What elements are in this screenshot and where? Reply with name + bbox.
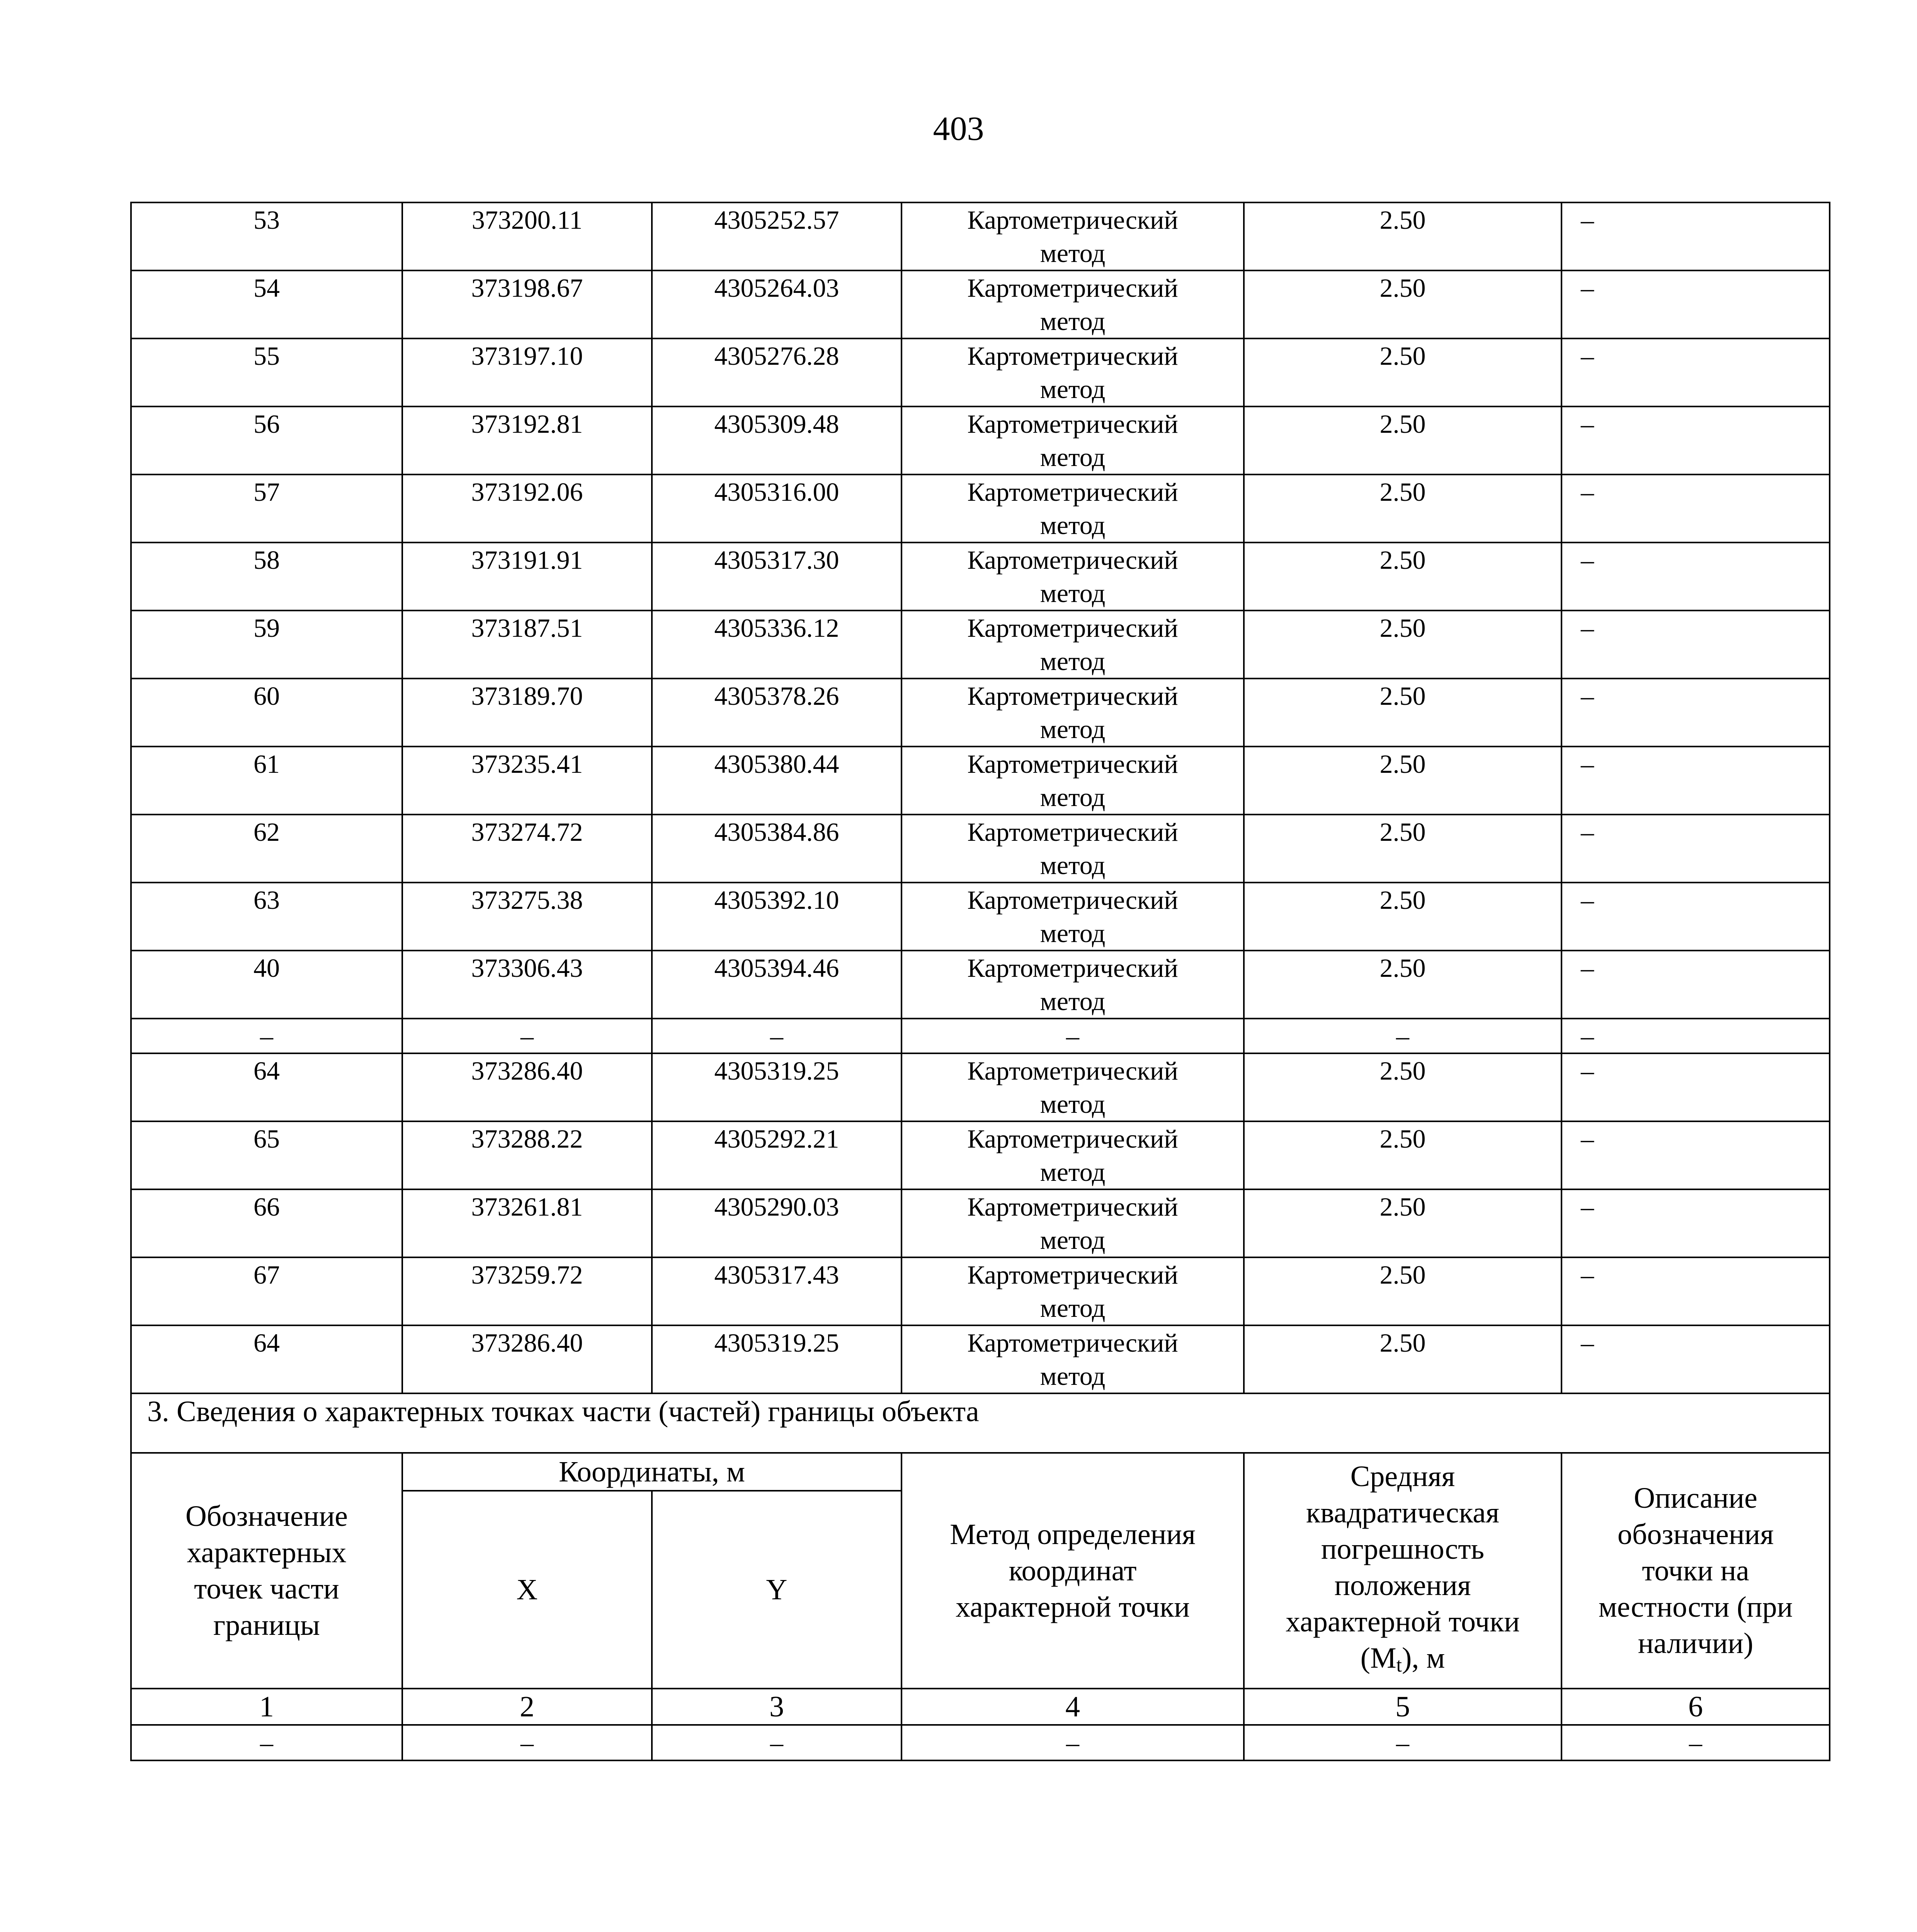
method-line-2: метод: [1040, 1157, 1106, 1187]
x-cell: 373198.67: [402, 270, 652, 338]
x-cell: 373306.43: [402, 951, 652, 1019]
empty-cell: –: [1244, 1725, 1561, 1760]
table-row: [131, 1053, 1830, 1121]
point-cell: 60: [131, 679, 402, 747]
point-cell: 53: [131, 202, 402, 270]
section-3: [131, 1393, 1830, 1760]
point-cell: 54: [131, 270, 402, 338]
description-cell: –: [1561, 747, 1830, 815]
method-line-2: метод: [1040, 1089, 1106, 1119]
point-cell: –: [131, 1019, 402, 1053]
x-cell: 373235.41: [402, 747, 652, 815]
method-line-2: метод: [1040, 238, 1106, 268]
description-cell: –: [1561, 1325, 1830, 1393]
method-line-2: метод: [1040, 782, 1106, 812]
empty-cell: –: [1561, 1725, 1830, 1760]
x-cell: 373274.72: [402, 815, 652, 883]
header-x: X: [402, 1491, 652, 1689]
y-cell: 4305290.03: [652, 1189, 902, 1257]
y-cell: 4305309.48: [652, 406, 902, 474]
x-cell: 373200.11: [402, 202, 652, 270]
y-cell: 4305394.46: [652, 951, 902, 1019]
x-cell: 373288.22: [402, 1121, 652, 1189]
method-line-2: метод: [1040, 306, 1106, 336]
page-number: 403: [933, 110, 984, 148]
point-cell: 57: [131, 474, 402, 543]
x-cell: 373197.10: [402, 338, 652, 406]
method-line-1: Картометрический: [967, 1260, 1178, 1289]
point-cell: 61: [131, 747, 402, 815]
table-row: [131, 1121, 1830, 1189]
description-cell: –: [1561, 202, 1830, 270]
x-cell: 373187.51: [402, 611, 652, 679]
point-cell: 67: [131, 1257, 402, 1325]
method-line-2: метод: [1040, 374, 1106, 404]
y-cell: 4305380.44: [652, 747, 902, 815]
method-line-1: Картометрический: [967, 1056, 1178, 1085]
table-row: [131, 1325, 1830, 1393]
section-3-empty-row: [131, 1725, 1830, 1760]
method-cell: [902, 1189, 1244, 1257]
table-row: [131, 611, 1830, 679]
method-line-1: Картометрический: [967, 1192, 1178, 1221]
method-line-2: метод: [1040, 510, 1106, 540]
description-cell: –: [1561, 883, 1830, 951]
point-cell: 66: [131, 1189, 402, 1257]
column-number: 5: [1244, 1689, 1561, 1725]
method-cell: [902, 270, 1244, 338]
method-line-2: метод: [1040, 986, 1106, 1016]
table-row: [131, 338, 1830, 406]
y-cell: 4305378.26: [652, 679, 902, 747]
error-cell: 2.50: [1244, 679, 1561, 747]
x-cell: 373189.70: [402, 679, 652, 747]
header-description: Описание обозначения точки на местности (при наличии): [1561, 1453, 1830, 1689]
table-row: [131, 815, 1830, 883]
error-cell: 2.50: [1244, 1189, 1561, 1257]
column-number: 6: [1561, 1689, 1830, 1725]
section-3-header-row: [131, 1453, 1830, 1491]
point-cell: 64: [131, 1053, 402, 1121]
table-row: [131, 1189, 1830, 1257]
y-cell: 4305252.57: [652, 202, 902, 270]
table-row: [131, 1257, 1830, 1325]
method-line-1: Картометрический: [967, 681, 1178, 711]
x-cell: –: [402, 1019, 652, 1053]
method-line-2: метод: [1040, 646, 1106, 676]
points-table-body: [131, 202, 1830, 1393]
description-cell: –: [1561, 1121, 1830, 1189]
method-cell: [902, 1257, 1244, 1325]
method-line-2: метод: [1040, 714, 1106, 744]
table-row: [131, 747, 1830, 815]
method-line-1: Картометрический: [967, 205, 1178, 235]
empty-cell: –: [902, 1725, 1244, 1760]
method-line-1: Картометрический: [967, 749, 1178, 779]
header-coordinates: Координаты, м: [402, 1453, 902, 1491]
description-cell: –: [1561, 679, 1830, 747]
y-cell: 4305316.00: [652, 474, 902, 543]
header-method: Метод определения координат характерной точки: [902, 1453, 1244, 1689]
method-line-1: Картометрический: [967, 477, 1178, 507]
method-line-2: метод: [1040, 578, 1106, 608]
description-cell: –: [1561, 951, 1830, 1019]
description-cell: –: [1561, 1053, 1830, 1121]
header-error-symbol: $(M_t)$, м: [1360, 1641, 1445, 1676]
error-cell: 2.50: [1244, 815, 1561, 883]
y-cell: 4305317.43: [652, 1257, 902, 1325]
x-cell: 373275.38: [402, 883, 652, 951]
method-line-2: метод: [1040, 1225, 1106, 1255]
point-cell: 59: [131, 611, 402, 679]
method-cell: [902, 747, 1244, 815]
error-cell: 2.50: [1244, 1325, 1561, 1393]
error-cell: 2.50: [1244, 747, 1561, 815]
x-cell: 373286.40: [402, 1053, 652, 1121]
y-cell: 4305319.25: [652, 1053, 902, 1121]
y-cell: 4305336.12: [652, 611, 902, 679]
point-cell: 56: [131, 406, 402, 474]
x-cell: 373286.40: [402, 1325, 652, 1393]
error-cell: –: [1244, 1019, 1561, 1053]
empty-cell: –: [652, 1725, 902, 1760]
method-line-2: метод: [1040, 1361, 1106, 1391]
method-line-1: Картометрический: [967, 1124, 1178, 1153]
error-cell: 2.50: [1244, 406, 1561, 474]
y-cell: 4305276.28: [652, 338, 902, 406]
method-line-2: метод: [1040, 442, 1106, 472]
method-line-1: Картометрический: [967, 341, 1178, 371]
error-cell: 2.50: [1244, 611, 1561, 679]
error-cell: 2.50: [1244, 270, 1561, 338]
description-cell: –: [1561, 474, 1830, 543]
method-line-2: метод: [1040, 850, 1106, 880]
y-cell: 4305317.30: [652, 543, 902, 611]
y-cell: –: [652, 1019, 902, 1053]
method-cell: [902, 679, 1244, 747]
description-cell: –: [1561, 270, 1830, 338]
section-3-title-row: [131, 1393, 1830, 1453]
method-line-1: –: [1066, 1021, 1079, 1051]
table-row: [131, 474, 1830, 543]
method-cell: [902, 406, 1244, 474]
description-cell: –: [1561, 406, 1830, 474]
error-cell: 2.50: [1244, 1121, 1561, 1189]
method-line-1: Картометрический: [967, 409, 1178, 439]
table-row: [131, 406, 1830, 474]
section-3-title: 3. Сведения о характерных точках части (частей) границы объекта: [131, 1393, 1830, 1453]
table-row: [131, 1019, 1830, 1053]
error-cell: 2.50: [1244, 338, 1561, 406]
method-cell: [902, 474, 1244, 543]
description-cell: –: [1561, 1189, 1830, 1257]
x-cell: 373192.06: [402, 474, 652, 543]
x-cell: 373192.81: [402, 406, 652, 474]
error-cell: 2.50: [1244, 474, 1561, 543]
method-cell: [902, 202, 1244, 270]
error-cell: 2.50: [1244, 883, 1561, 951]
x-cell: 373191.91: [402, 543, 652, 611]
method-line-1: Картометрический: [967, 953, 1178, 983]
table-row: [131, 202, 1830, 270]
method-line-1: Картометрический: [967, 885, 1178, 915]
table-row: [131, 679, 1830, 747]
column-number: 3: [652, 1689, 902, 1725]
point-cell: 65: [131, 1121, 402, 1189]
description-cell: –: [1561, 1257, 1830, 1325]
x-cell: 373259.72: [402, 1257, 652, 1325]
method-line-2: метод: [1040, 1293, 1106, 1323]
description-cell: –: [1561, 611, 1830, 679]
table-row: [131, 951, 1830, 1019]
error-cell: 2.50: [1244, 543, 1561, 611]
point-cell: 63: [131, 883, 402, 951]
error-cell: 2.50: [1244, 951, 1561, 1019]
method-cell: [902, 883, 1244, 951]
y-cell: 4305392.10: [652, 883, 902, 951]
method-line-1: Картометрический: [967, 545, 1178, 575]
column-number: 2: [402, 1689, 652, 1725]
method-cell: [902, 1053, 1244, 1121]
method-line-2: метод: [1040, 918, 1106, 948]
point-cell: 62: [131, 815, 402, 883]
method-cell: [902, 1325, 1244, 1393]
method-line-1: Картометрический: [967, 817, 1178, 847]
point-cell: 64: [131, 1325, 402, 1393]
header-point-designation: Обозначение характерных точек части границы: [131, 1453, 402, 1689]
column-number: 1: [131, 1689, 402, 1725]
method-cell: [902, 951, 1244, 1019]
header-error: Средняя квадратическая погрешность положения характерной точки $(M_t)$, м: [1244, 1453, 1561, 1689]
description-cell: –: [1561, 338, 1830, 406]
method-cell: [902, 338, 1244, 406]
method-cell: [902, 815, 1244, 883]
method-line-1: Картометрический: [967, 273, 1178, 303]
y-cell: 4305292.21: [652, 1121, 902, 1189]
table-row: [131, 543, 1830, 611]
table-row: [131, 883, 1830, 951]
error-cell: 2.50: [1244, 202, 1561, 270]
y-cell: 4305384.86: [652, 815, 902, 883]
error-cell: 2.50: [1244, 1257, 1561, 1325]
point-cell: 40: [131, 951, 402, 1019]
point-cell: 55: [131, 338, 402, 406]
point-cell: 58: [131, 543, 402, 611]
description-cell: –: [1561, 543, 1830, 611]
column-number: 4: [902, 1689, 1244, 1725]
method-line-1: Картометрический: [967, 1328, 1178, 1357]
y-cell: 4305264.03: [652, 270, 902, 338]
description-cell: –: [1561, 1019, 1830, 1053]
method-cell: [902, 1121, 1244, 1189]
method-cell: [902, 1019, 1244, 1053]
table-row: [131, 270, 1830, 338]
method-line-1: Картометрический: [967, 613, 1178, 643]
method-cell: [902, 543, 1244, 611]
y-cell: 4305319.25: [652, 1325, 902, 1393]
header-y: Y: [652, 1491, 902, 1689]
empty-cell: –: [402, 1725, 652, 1760]
error-cell: 2.50: [1244, 1053, 1561, 1121]
x-cell: 373261.81: [402, 1189, 652, 1257]
description-cell: –: [1561, 815, 1830, 883]
empty-cell: –: [131, 1725, 402, 1760]
column-numbers-row: [131, 1689, 1830, 1725]
boundary-points-table: [130, 202, 1830, 1761]
method-cell: [902, 611, 1244, 679]
